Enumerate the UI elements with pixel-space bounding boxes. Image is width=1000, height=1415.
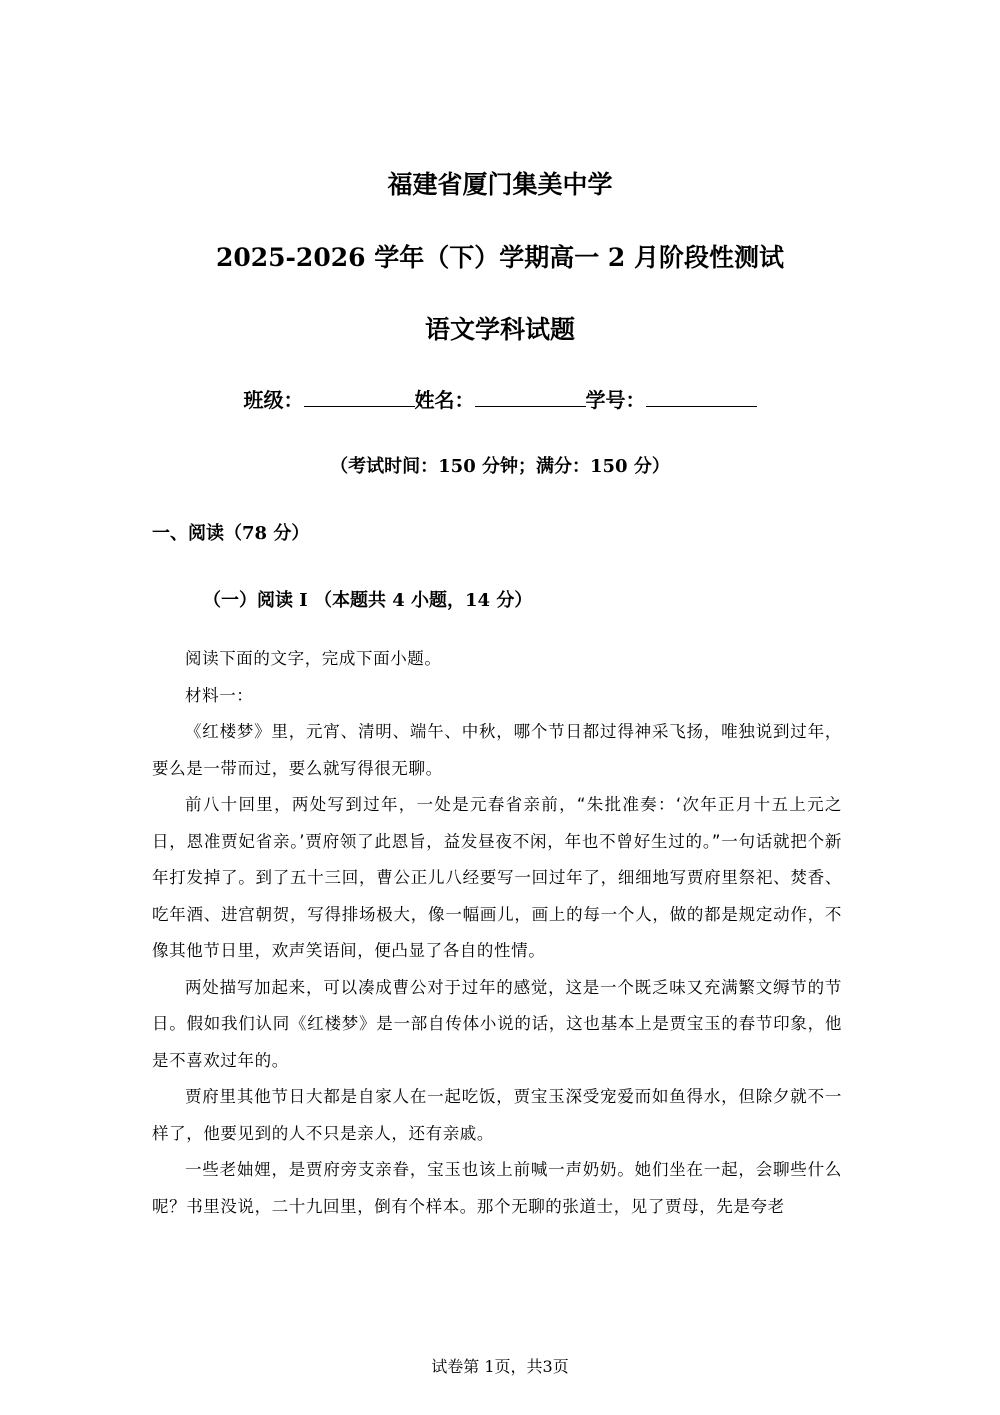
passage-paragraph: 《红楼梦》里，元宵、清明、端午、中秋，哪个节日都过得神采飞扬，唯独说到过年，要么是一带而过，要么就写得很无聊。 [152, 722, 842, 778]
class-label: 班级： [243, 388, 304, 412]
student-info-line [0, 387, 1000, 413]
passage-paragraph: 两处描写加起来，可以凑成曹公对于过年的感觉，这是一个既乏味又充满繁文缛节的节日。假如我们认同《红楼梦》是一部自传体小说的话，这也基本上是贾宝玉的春节印象，他是不喜欢过年的。 [152, 977, 842, 1070]
section-heading: 一、阅读（78 分） [152, 523, 310, 544]
id-label: 学号： [585, 388, 646, 412]
term-title: 2025-2026 学年（下）学期高一 2 月阶段性测试 [215, 243, 785, 272]
name-label: 姓名： [414, 388, 475, 412]
instruction-paragraph: 阅读下面的文字，完成下面小题。 [185, 649, 442, 668]
material-label: 材料一： [185, 685, 254, 705]
passage-paragraph: 一些老妯娌，是贾府旁支亲眷，宝玉也该上前喊一声奶奶。她们坐在一起，会聊些什么呢？书里没说，二十九回里，倒有个样本。那个无聊的张道士，见了贾母，先是夸老 [152, 1160, 842, 1216]
passage-paragraph: 前八十回里，两处写到过年，一处是元春省亲前，“朱批准奏：‘次年正月十五上元之日，恩准贾妃省亲。’贾府领了此恩旨，益发昼夜不闲，年也不曾好生过的。”一句话就把个新年打发掉了。到了五十三回，曹公正儿八经要写一回过年了，细细地写贾府里祭祀、焚香、吃年酒、进宫朝贺，写得排场极大，像一幅画儿，画上的每一个人，做的都是规定动作，不像其他节日里，欢声笑语间，便凸显了各自的性情。 [152, 795, 842, 960]
class-blank[interactable] [304, 388, 415, 407]
subsection-heading: （一）阅读 I （本题共 4 小题，14 分） [203, 590, 533, 611]
school-title: 福建省厦门集美中学 [387, 170, 613, 199]
page-footer: 试卷第 1页，共3页 [431, 1357, 569, 1376]
exam-time: （考试时间：150 分钟；满分：150 分） [330, 456, 670, 477]
passage-paragraph: 贾府里其他节日大都是自家人在一起吃饭，贾宝玉深受宠爱而如鱼得水，但除夕就不一样了，他要见到的人不只是亲人，还有亲戚。 [152, 1087, 842, 1143]
id-blank[interactable] [646, 388, 757, 407]
reading-passage [152, 641, 842, 1225]
subject-title: 语文学科试题 [424, 315, 575, 344]
name-blank[interactable] [475, 388, 586, 407]
